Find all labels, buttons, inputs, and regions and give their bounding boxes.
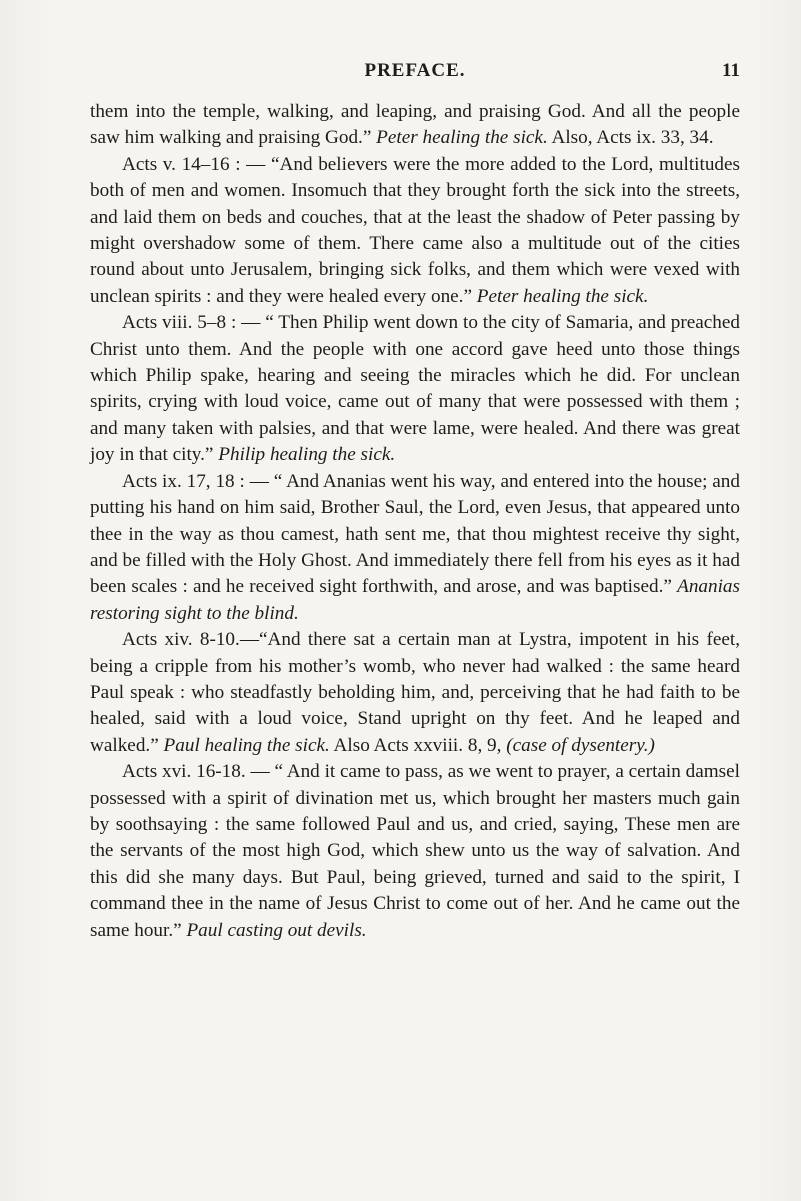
running-head [90, 60, 740, 84]
paragraph-2-text: Acts v. 14–16 : — “And believers were the more added to the Lord, multitudes both of men and women. Insomuch that they brought forth the sick into the streets, and laid them on beds and couches, that at the least the shadow of Peter passing by might overshadow some of them. There came also a multitude out of the cities round about unto Jerusalem, bringing sick folks, and them which were vexed with unclean spirits : and they were healed every one.” [90, 153, 740, 307]
paragraph-1-after: Also, Acts ix. 33, 34. [547, 127, 714, 149]
paragraph-4 [90, 469, 740, 627]
paragraph-5-caption-2: (case of dysentery.) [506, 734, 655, 756]
paragraph-2-caption: Peter healing the sick. [476, 285, 649, 307]
page-number: 11 [722, 60, 740, 81]
paragraph-1 [90, 99, 740, 152]
paragraph-5-after: Also Acts xxviii. 8, 9, [329, 734, 507, 756]
paragraph-6-text: Acts xvi. 16-18. — “ And it came to pass, as we went to prayer, a certain damsel possessed with a spirit of divination met us, which brought her masters much gain by soothsaying : the same followed Paul and us, and cried, saying, These men are the servants of the most high God, which shew unto us the way of salvation. And this did she many days. But Paul, being grieved, turned and said to the spirit, I command thee in the name of Jesus Christ to come out of her. And he came out the same hour.” [90, 761, 740, 941]
paragraph-3-text: Acts viii. 5–8 : — “ Then Philip went down to the city of Samaria, and preached Christ unto them. And the people with one accord gave heed unto those things which Philip spake, hearing and seeing the miracles which he did. For unclean spirits, crying with loud voice, came out of many that were possessed with them ; and many taken with palsies, and that were lame, were healed. And there was great joy in that city.” [90, 312, 740, 466]
body-text [90, 99, 740, 944]
paragraph-6-caption: Paul casting out devils. [186, 919, 367, 941]
paragraph-1-text: them into the temple, walking, and leaping, and praising God. And all the people saw him walking and praising God.” [90, 101, 740, 149]
paragraph-5 [90, 627, 740, 759]
paragraph-4-caption: Ananias restoring sight to the blind. [90, 576, 740, 624]
paragraph-2 [90, 152, 740, 310]
paragraph-3 [90, 310, 740, 468]
paragraph-4-text: Acts ix. 17, 18 : — “ And Ananias went his way, and entered into the house; and putting his hand on him said, Brother Saul, the Lord, even Jesus, that appeared unto thee in the way as thou camest, hath sent me, that thou mightest receive thy sight, and be filled with the Holy Ghost. And immediately there fell from his eyes as it had been scales : and he received sight forthwith, and arose, and was baptised.” [90, 470, 740, 598]
paragraph-5-text: Acts xiv. 8-10.—“And there sat a certain man at Lystra, impotent in his feet, being a cripple from his mother’s womb, who never had walked : the same heard Paul speak : who steadfastly beholding him, and, perceiving that he had faith to be healed, said with a loud voice, Stand upright on thy feet. And he leaped and walked.” [90, 629, 740, 756]
paragraph-3-caption: Philip healing the sick. [218, 444, 396, 466]
running-head-title: PREFACE. [364, 60, 466, 81]
paragraph-6 [90, 759, 740, 944]
paragraph-1-caption: Peter healing the sick. [376, 127, 548, 149]
paragraph-5-caption: Paul healing the sick. [163, 734, 330, 756]
